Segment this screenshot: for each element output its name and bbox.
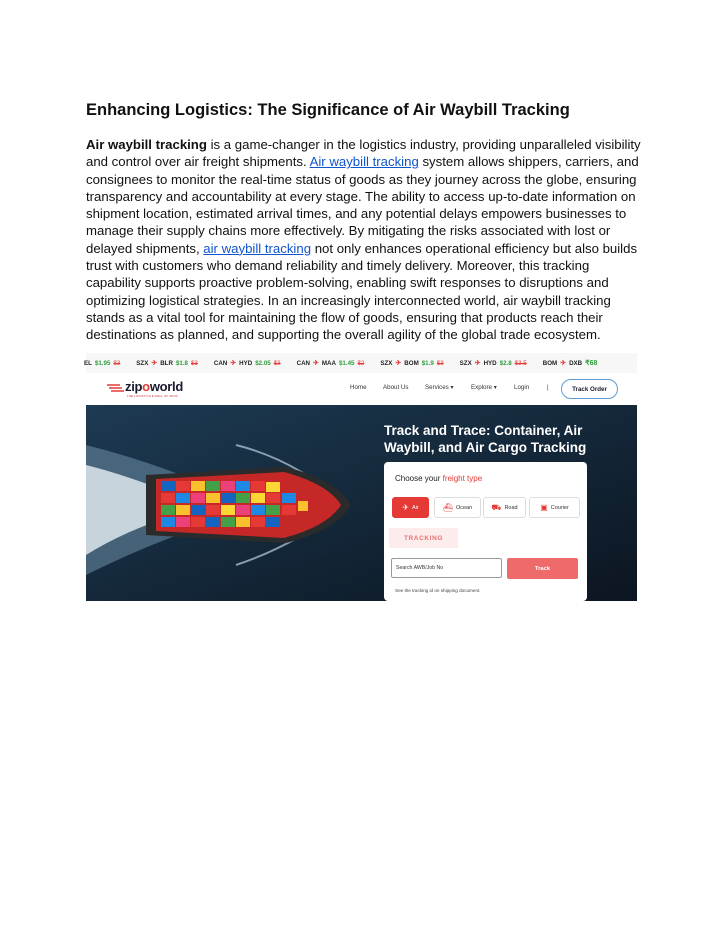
card-title-text: Choose your [395,474,443,483]
awb-search-input[interactable]: Search AWB/Job No [391,558,502,578]
ticker-item [543,359,598,367]
logo-tagline: THE LOGISTICS E-MALL OF INDIA [127,394,178,398]
truck-icon: ⛟ [491,502,502,512]
air-waybill-tracking-link-1[interactable]: Air waybill tracking [309,154,419,170]
ticker-price: $1.95 [94,359,111,367]
plane-icon: ✈ [474,360,481,367]
freight-option-ocean[interactable] [434,497,481,518]
ticker-item [136,359,198,367]
ticker-origin: SZX [380,359,393,367]
hero-title: Track and Trace: Container, Air Waybill, and Air Cargo Tracking [384,423,587,455]
tracking-hint: See the tracking id on shipping document. [395,588,481,593]
ticker-destination: BLR [160,359,173,367]
option-label: Road [504,504,518,511]
ticker-price: $2.05 [255,359,271,367]
ticker-old-price: $3 [273,359,281,367]
plane-icon: ✈ [230,360,237,367]
option-label: Courier [550,504,569,511]
card-title [395,474,482,483]
freight-option-courier[interactable] [529,497,580,518]
logo-text-part: o [142,379,150,394]
plane-icon: ✈ [560,360,567,367]
logo-swoosh-icon [106,382,126,393]
option-label: Ocean [455,504,473,511]
freight-option-air[interactable] [392,497,429,518]
airplane-icon: ✈ [402,503,409,512]
article-paragraph [86,136,642,344]
air-waybill-tracking-link-2[interactable]: air waybill tracking [203,240,312,256]
logo-wordmark [125,379,183,394]
ticker-origin: CAN [213,359,228,367]
ticker-price: $1.8 [175,359,188,367]
ticker-old-price: $3 [113,359,121,367]
zipaworld-logo[interactable] [106,379,192,401]
nav-separator: | [547,384,549,391]
ticker-item [380,359,443,367]
nav-login[interactable]: Login [514,384,530,391]
logo-text-part: world [149,379,183,394]
track-button[interactable]: Track [507,558,578,579]
nav-about-us[interactable]: About Us [383,384,409,391]
embedded-website-screenshot [86,353,637,601]
ticker-price: $2.8 [499,359,512,367]
plane-icon: ✈ [151,360,158,367]
ticker-origin: SZX [136,359,149,367]
ticker-destination: BOM [404,359,419,367]
ticker-destination: HYD [239,359,253,367]
ticker-old-price: $3 [436,359,444,367]
paragraph-text-2: system allows shippers, carriers, and consignees to monitor the real-time status of goods as they journey across the globe, ensuring transparency and accountability at every stage. The ability to access up-to-date information on shipment location, estimated arrival times, and any potential delays empowers businesses to manage their supply chains more effectively. By mitigating the risks associated with lost or delayed shipments, [86,154,639,256]
ship-icon: ⛴ [442,503,453,512]
gift-box-icon: ▣ [540,503,548,512]
card-title-highlight: freight type [442,474,483,483]
ticker-origin: BOM [542,359,558,367]
ticker-destination: HYD [483,359,497,367]
site-navbar [86,373,637,405]
ticker-destination: DXB [569,359,583,367]
ticker-old-price: $3.5 [514,359,527,367]
ticker-item [460,359,527,367]
plane-icon: ✈ [313,360,319,367]
ticker-item [214,359,281,367]
nav-home[interactable]: Home [350,384,367,391]
logo-text-part: zip [125,379,143,394]
paragraph-text-3: not only enhances operational efficiency but also builds trust with customers who demand reliability and timely delivery. Moreover, this tracking capability supports proactive problem-solving, enabling swift responses to disruptions and optimizing logistical strategies. In an increasingly interconnected world, air waybill tracking stands as a vital tool for maintaining the flow of goods, ensuring that products reach their destinations as planned, and supporting the overall agility of the global trade ecosystem. [86,240,638,343]
article-heading: Enhancing Logistics: The Significance of Air Waybill Tracking [86,101,570,119]
ticker-price: $1.9 [421,359,434,367]
option-label: Air [411,504,419,511]
ticker-item [84,360,120,367]
ticker-price: $1.45 [338,359,355,367]
tracking-tab[interactable]: TRACKING [389,528,458,548]
tracking-card [384,462,587,601]
ticker-price: ₹68 [585,360,598,367]
bold-lead: Air waybill tracking [86,137,207,152]
nav-services[interactable]: Services ▾ [425,384,454,391]
nav-explore[interactable]: Explore ▾ [471,384,497,391]
ticker-old-price: $2 [357,359,365,367]
ticker-origin: SZX [459,359,472,367]
track-order-button[interactable]: Track Order [561,379,618,399]
ticker-destination: MAA [321,359,336,367]
paragraph-text-1: is a game-changer in the logistics industry, providing unparalleled visibility and control over air freight shipments. [86,137,641,170]
hero-section [86,405,637,601]
price-ticker [86,353,637,373]
ticker-origin: EL [84,359,92,367]
ticker-origin: CAN [296,359,311,367]
ticker-item [297,359,365,367]
plane-icon: ✈ [395,360,402,367]
ticker-old-price: $3 [190,359,198,367]
freight-option-road[interactable] [483,497,526,518]
